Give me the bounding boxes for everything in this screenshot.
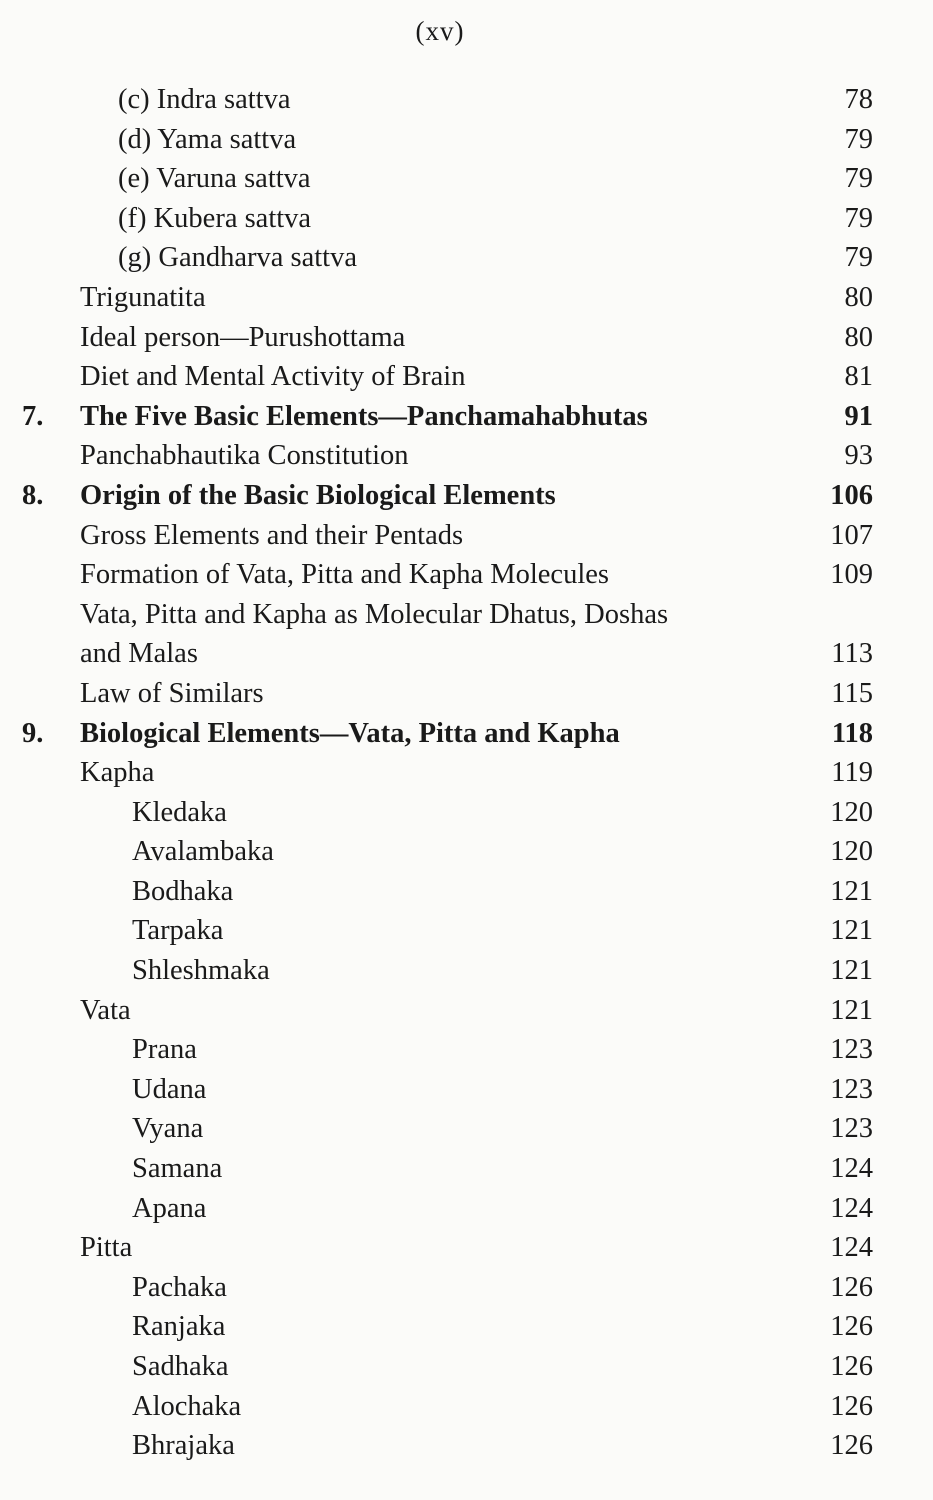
toc-entry[interactable]: [0, 1149, 933, 1189]
entry-page-number: 79: [844, 163, 873, 195]
entry-page-number: 123: [830, 1113, 873, 1145]
toc-entry[interactable]: [0, 1426, 933, 1466]
entry-title: Tarpaka: [132, 915, 224, 947]
entry-title: Vata: [80, 994, 131, 1026]
entry-title: Samana: [132, 1153, 223, 1185]
entry-page-number: 120: [830, 796, 873, 828]
entry-title: Ranjaka: [132, 1311, 226, 1343]
toc-entry[interactable]: [0, 832, 933, 872]
entry-title: Prana: [132, 1034, 197, 1066]
toc-entry[interactable]: [0, 1228, 933, 1268]
entry-page-number: 126: [830, 1311, 873, 1343]
entry-page-number: 124: [830, 1192, 873, 1224]
entry-page-number: 109: [830, 559, 873, 591]
entry-title: Pitta: [80, 1232, 133, 1264]
entry-page-number: 124: [830, 1153, 873, 1185]
toc-entry[interactable]: [0, 872, 933, 912]
entry-title: Origin of the Basic Biological Elements: [80, 479, 556, 511]
toc-entry[interactable]: [0, 793, 933, 833]
toc-entry[interactable]: [0, 555, 933, 595]
toc-entry[interactable]: [0, 159, 933, 199]
toc-entry[interactable]: [0, 1268, 933, 1308]
entry-page-number: 118: [831, 717, 873, 749]
entry-page-number: 80: [844, 281, 873, 313]
entry-title: Kapha: [80, 757, 155, 789]
entry-title: Ideal person—Purushottama: [80, 321, 406, 353]
toc-entry[interactable]: [0, 318, 933, 358]
entry-page-number: 121: [830, 875, 873, 907]
toc-entry[interactable]: [0, 436, 933, 476]
entry-title: Alochaka: [132, 1390, 242, 1422]
chapter-number: 9.: [22, 717, 44, 749]
entry-page-number: 126: [830, 1430, 873, 1462]
entry-page-number: 126: [830, 1271, 873, 1303]
entry-page-number: 106: [830, 479, 873, 511]
table-of-contents: [0, 80, 933, 1466]
toc-entry[interactable]: [0, 238, 933, 278]
entry-page-number: 119: [831, 757, 873, 789]
entry-title: Apana: [132, 1192, 207, 1224]
toc-entry[interactable]: [0, 951, 933, 991]
toc-entry[interactable]: [0, 1189, 933, 1229]
toc-entry[interactable]: [0, 278, 933, 318]
entry-title: (e) Varuna sattva: [118, 163, 311, 195]
toc-entry[interactable]: [0, 80, 933, 120]
toc-entry[interactable]: [0, 991, 933, 1031]
entry-title: Sadhaka: [132, 1351, 229, 1382]
entry-title: Vata, Pitta and Kapha as Molecular Dhatus, Doshas: [80, 598, 669, 630]
entry-title: Avalambaka: [132, 836, 274, 868]
entry-page-number: 80: [844, 321, 873, 353]
entry-title: (c) Indra sattva: [118, 84, 291, 115]
entry-title: Panchabhautika Constitution: [80, 440, 409, 472]
entry-page-number: 91: [844, 400, 873, 432]
entry-page-number: 123: [830, 1073, 873, 1105]
entry-page-number: 113: [831, 638, 873, 670]
toc-entry[interactable]: [0, 120, 933, 160]
toc-entry[interactable]: [0, 1109, 933, 1149]
entry-page-number: 121: [830, 994, 873, 1026]
entry-page-number: 126: [830, 1351, 873, 1382]
entry-title: Bodhaka: [132, 875, 234, 907]
entry-title: Vyana: [132, 1113, 204, 1145]
chapter-number: 7.: [22, 400, 44, 432]
toc-entry[interactable]: [0, 1307, 933, 1347]
toc-entry[interactable]: [0, 753, 933, 793]
entry-page-number: 124: [830, 1232, 873, 1264]
entry-page-number: 79: [844, 202, 873, 234]
entry-title: Biological Elements—Vata, Pitta and Kapha: [80, 717, 620, 749]
entry-title: (d) Yama sattva: [118, 123, 297, 155]
entry-title: Law of Similars: [80, 677, 264, 709]
entry-title: Diet and Mental Activity of Brain: [80, 361, 466, 393]
entry-page-number: 79: [844, 123, 873, 155]
entry-page-number: 107: [830, 519, 873, 551]
entry-page-number: 115: [831, 677, 873, 709]
toc-chapter-entry[interactable]: [0, 714, 933, 754]
entry-page-number: 123: [830, 1034, 873, 1066]
entry-title: Gross Elements and their Pentads: [80, 519, 464, 551]
entry-title: (g) Gandharva sattva: [118, 242, 357, 274]
toc-entry[interactable]: [0, 911, 933, 951]
entry-title: Formation of Vata, Pitta and Kapha Molecules: [80, 559, 609, 591]
toc-chapter-entry[interactable]: [0, 476, 933, 516]
entry-page-number: 81: [844, 361, 873, 393]
entry-page-number: 93: [844, 440, 873, 472]
toc-entry[interactable]: [0, 1387, 933, 1427]
toc-entry[interactable]: [0, 1070, 933, 1110]
entry-title: Pachaka: [132, 1271, 227, 1303]
toc-entry[interactable]: [0, 1030, 933, 1070]
toc-entry[interactable]: [0, 674, 933, 714]
page-number: (xv): [415, 16, 465, 46]
entry-title: Kledaka: [132, 796, 227, 828]
entry-page-number: 78: [844, 84, 873, 115]
entry-title: Shleshmaka: [132, 955, 270, 987]
chapter-number: 8.: [22, 479, 44, 511]
entry-title: Bhrajaka: [132, 1430, 235, 1462]
entry-title: Udana: [132, 1073, 207, 1105]
toc-entry[interactable]: [0, 595, 933, 674]
entry-title: Trigunatita: [80, 281, 206, 313]
entry-title: (f) Kubera sattva: [118, 202, 312, 234]
entry-page-number: 121: [830, 955, 873, 987]
toc-entry[interactable]: [0, 199, 933, 239]
toc-chapter-entry[interactable]: [0, 397, 933, 437]
entry-page-number: 79: [844, 242, 873, 274]
entry-page-number: 126: [830, 1390, 873, 1422]
entry-page-number: 121: [830, 915, 873, 947]
toc-entry[interactable]: [0, 516, 933, 556]
toc-entry[interactable]: [0, 357, 933, 397]
entry-title-continued: and Malas: [80, 638, 198, 670]
toc-entry[interactable]: [0, 1347, 933, 1387]
entry-title: The Five Basic Elements—Panchamahabhutas: [80, 400, 648, 432]
entry-page-number: 120: [830, 836, 873, 868]
